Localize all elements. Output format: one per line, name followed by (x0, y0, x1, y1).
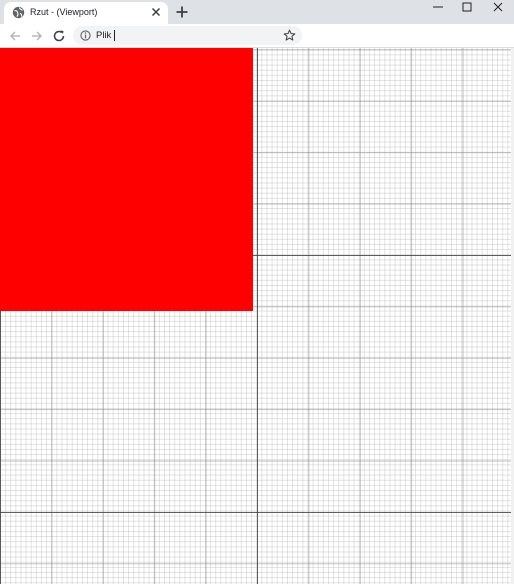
star-icon[interactable] (283, 29, 296, 42)
tab-strip (0, 0, 514, 24)
tab-title: Rzut - (Viewport) (30, 7, 98, 17)
address-text[interactable] (96, 29, 115, 42)
red-square[interactable] (0, 48, 253, 311)
text-caret (114, 30, 115, 41)
maximize-icon (462, 2, 472, 12)
minimize-icon (433, 2, 443, 12)
address-bar[interactable] (73, 26, 302, 45)
minimize-button[interactable] (423, 0, 453, 14)
close-window-button[interactable] (483, 0, 513, 14)
reload-icon[interactable] (52, 29, 66, 43)
maximize-button[interactable] (452, 0, 482, 14)
close-icon (493, 2, 503, 12)
arrow-left-icon[interactable] (8, 29, 22, 43)
browser-toolbar (0, 24, 514, 48)
info-icon[interactable] (80, 30, 91, 41)
globe-icon (12, 6, 25, 19)
active-tab[interactable] (4, 2, 168, 24)
page-viewport[interactable] (0, 48, 514, 584)
close-icon[interactable] (151, 7, 161, 17)
arrow-right-icon[interactable] (30, 29, 44, 43)
security-label: Plik (96, 30, 112, 41)
plus-icon[interactable] (175, 5, 189, 19)
